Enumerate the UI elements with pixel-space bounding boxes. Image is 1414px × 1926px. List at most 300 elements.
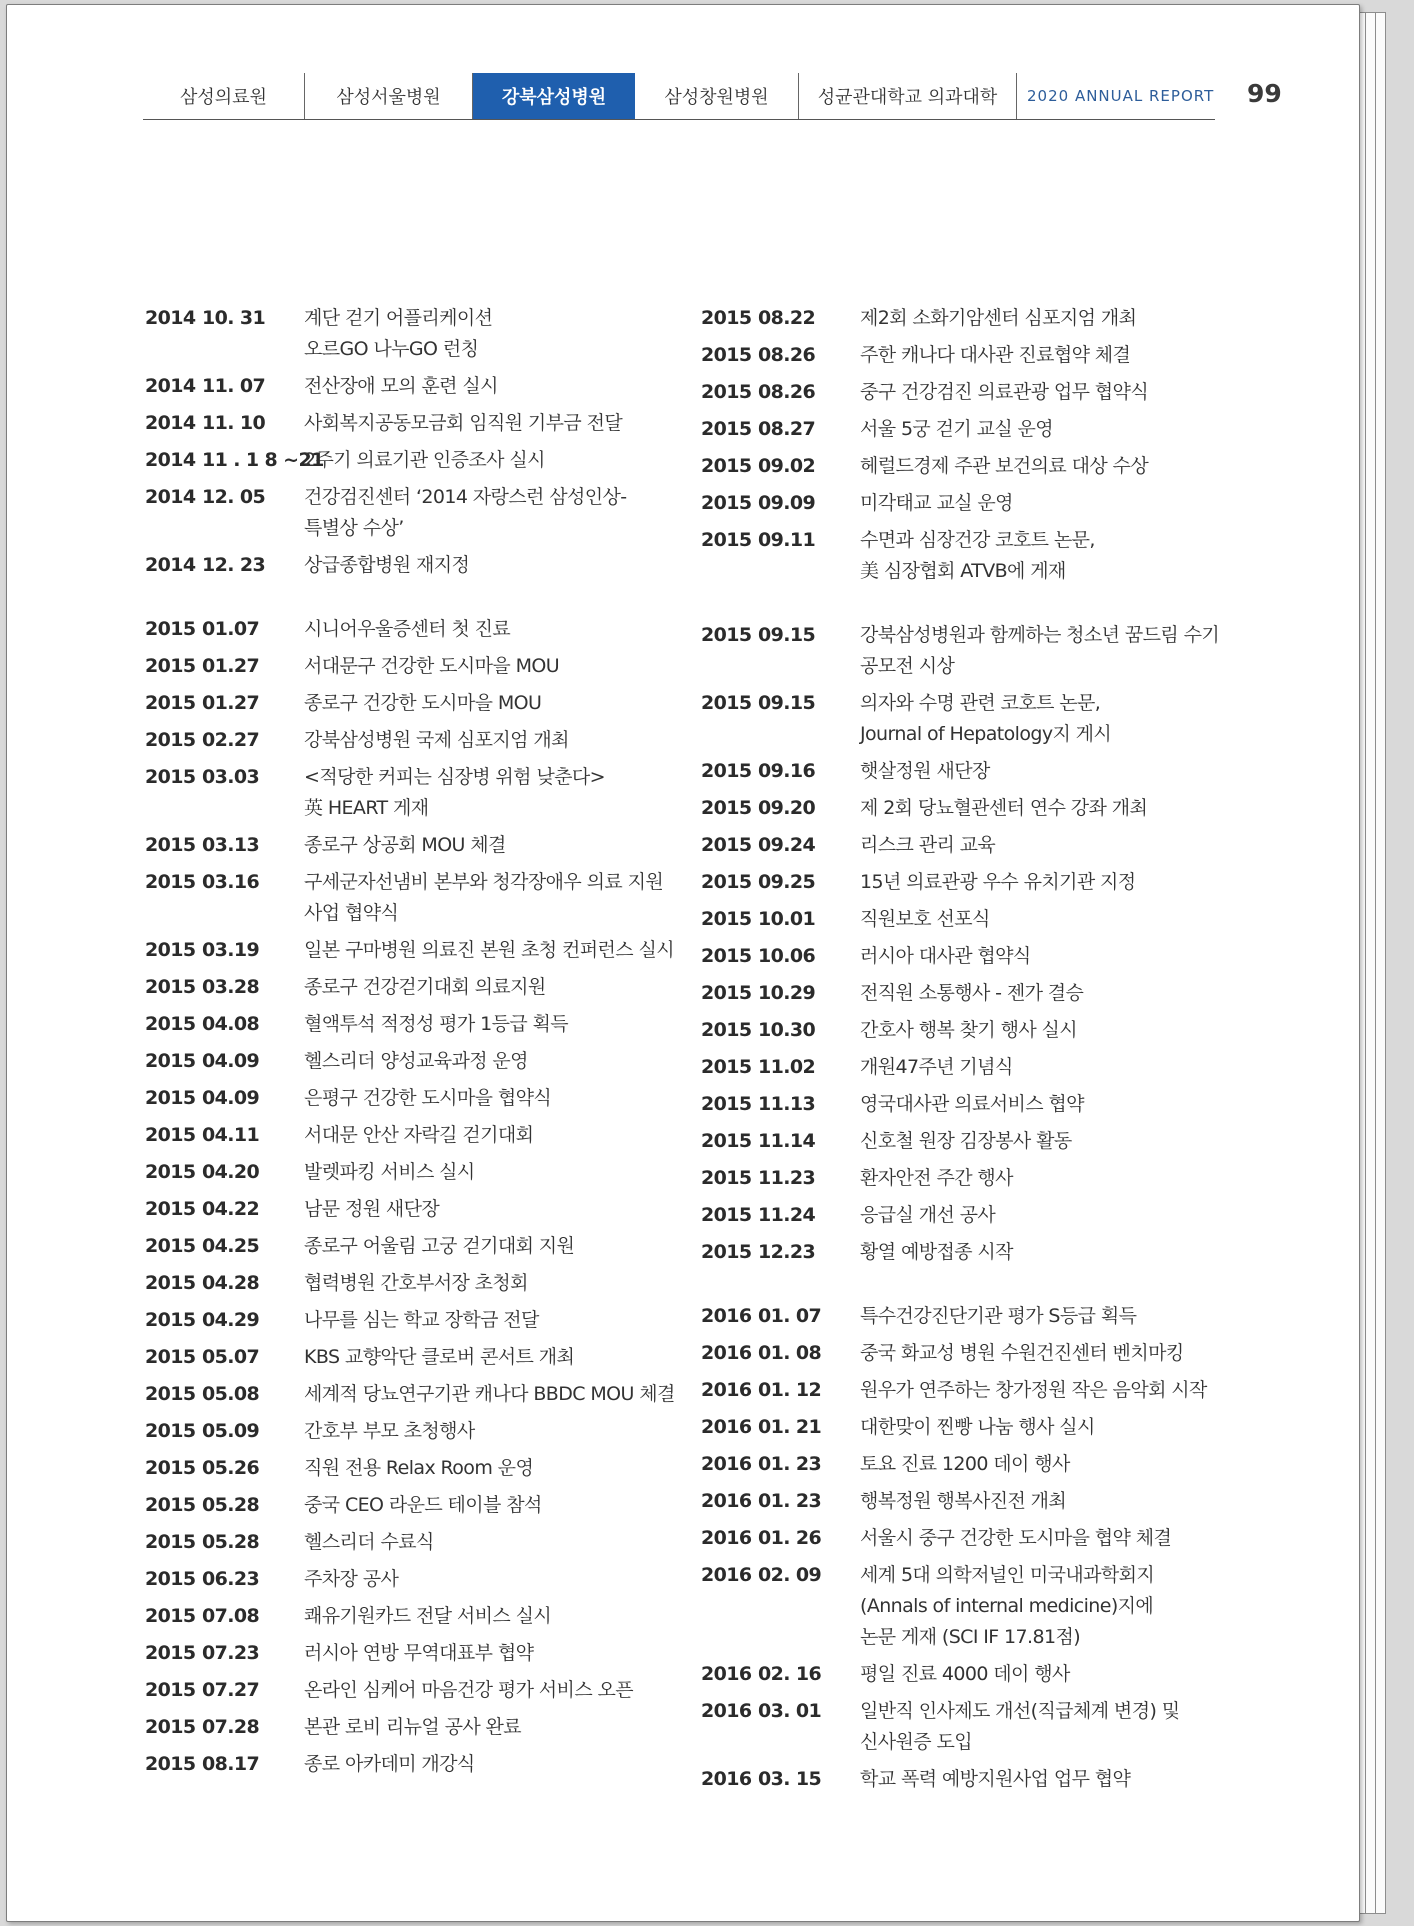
entry-date: 01.27 [202, 655, 260, 677]
entry-year: 2015 [145, 871, 196, 893]
entry-description [860, 377, 1241, 408]
entry-description-line: 신호철 원장 김장봉사 활동 [860, 1130, 1072, 1152]
timeline-entry [701, 1237, 1241, 1268]
timeline-entry [145, 1046, 685, 1077]
entry-description [860, 904, 1241, 935]
entry-year: 2015 [145, 1050, 196, 1072]
entry-year: 2015 [145, 766, 196, 788]
timeline-entry [145, 1305, 685, 1336]
timeline-entry [145, 371, 685, 402]
timeline-entry [701, 488, 1241, 519]
entry-description [860, 1449, 1241, 1480]
entry-year: 2015 [145, 1642, 196, 1664]
entry-date: 03. 01 [758, 1700, 822, 1722]
entry-description [304, 1416, 685, 1447]
entry-description [860, 688, 1241, 750]
entry-description-line: 종로구 상공회 MOU 체결 [304, 834, 506, 856]
entry-year: 2015 [701, 1241, 752, 1263]
entry-date: 01. 26 [758, 1527, 822, 1549]
entry-description-line: 사업 협약식 [304, 902, 399, 924]
entry-date: 09.25 [758, 871, 816, 893]
timeline-entry [145, 830, 685, 861]
entry-date: 08.22 [758, 307, 816, 329]
timeline-entry [145, 1083, 685, 1114]
entry-description-line: 헤럴드경제 주관 보건의료 대상 수상 [860, 455, 1149, 477]
entry-description [304, 371, 685, 402]
timeline-entry [701, 525, 1241, 587]
entry-date: 01. 23 [758, 1490, 822, 1512]
entry-description-line: 종로구 어울림 고궁 걷기대회 지원 [304, 1235, 575, 1257]
entry-date: 02.27 [202, 729, 260, 751]
entry-date: 04.25 [202, 1235, 260, 1257]
entry-date: 04.20 [202, 1161, 260, 1183]
entry-date: 03. 15 [758, 1768, 822, 1790]
entry-year: 2015 [145, 1346, 196, 1368]
entry-year: 2015 [145, 1272, 196, 1294]
entry-date: 12. 05 [202, 486, 266, 508]
entry-date: 02. 09 [758, 1564, 822, 1586]
entry-date: 05.26 [202, 1457, 260, 1479]
entry-year: 2016 [701, 1490, 752, 1512]
entry-year: 2015 [145, 1753, 196, 1775]
timeline-entry [701, 1560, 1241, 1653]
entry-description [860, 830, 1241, 861]
entry-date: 04.11 [202, 1124, 260, 1146]
entry-description-line: 공모전 시상 [860, 655, 955, 677]
entry-description-line: 러시아 대사관 협약식 [860, 945, 1031, 967]
entry-description [304, 303, 685, 365]
entry-description-line: 사회복지공동모금회 임직원 기부금 전달 [304, 412, 623, 434]
entry-description [860, 303, 1241, 334]
entry-date: 11.13 [758, 1093, 816, 1115]
entry-date: 01. 07 [758, 1305, 822, 1327]
entry-description-line: 주차장 공사 [304, 1568, 399, 1590]
entry-description-line: 쾌유기원카드 전달 서비스 실시 [304, 1605, 552, 1627]
entry-description [304, 725, 685, 756]
entry-description [860, 1089, 1241, 1120]
entry-description-line: 대한맞이 찐빵 나눔 행사 실시 [860, 1416, 1095, 1438]
entry-description [304, 1601, 685, 1632]
entry-date: 04.29 [202, 1309, 260, 1331]
entry-description [860, 1301, 1241, 1332]
entry-date: 10.29 [758, 982, 816, 1004]
entry-year: 2015 [701, 1093, 752, 1115]
entry-description-line: 본관 로비 리뉴얼 공사 완료 [304, 1716, 522, 1738]
entry-description-line: 서대문 안산 자락길 걷기대회 [304, 1124, 534, 1146]
entry-year: 2015 [701, 834, 752, 856]
entry-year: 2016 [701, 1663, 752, 1685]
timeline-entry [701, 451, 1241, 482]
entry-year: 2015 [701, 760, 752, 782]
entry-description [860, 451, 1241, 482]
entry-description [860, 620, 1241, 682]
entry-description [860, 1523, 1241, 1554]
entry-description-line: 헬스리더 양성교육과정 운영 [304, 1050, 528, 1072]
entry-description [304, 972, 685, 1003]
timeline-entry [145, 651, 685, 682]
entry-year: 2015 [701, 307, 752, 329]
entry-description-line: 개원47주년 기념식 [860, 1056, 1013, 1078]
entry-date: 09.15 [758, 624, 816, 646]
timeline-entry [145, 1564, 685, 1595]
timeline-entry [701, 941, 1241, 972]
timeline-entry [145, 762, 685, 824]
entry-description-line: 특별상 수상’ [304, 517, 404, 539]
entry-year: 2015 [145, 1309, 196, 1331]
entry-description-line: 온라인 심케어 마음건강 평가 서비스 오픈 [304, 1679, 634, 1701]
entry-year: 2015 [145, 692, 196, 714]
entry-description-line: 중국 화교성 병원 수원건진센터 벤치마킹 [860, 1342, 1184, 1364]
entry-description [304, 867, 685, 929]
entry-description-line: 헬스리더 수료식 [304, 1531, 434, 1553]
entry-year: 2016 [701, 1768, 752, 1790]
entry-description [860, 1338, 1241, 1369]
entry-description [860, 1126, 1241, 1157]
entry-description-line: Journal of Hepatology지 게시 [860, 723, 1112, 745]
timeline-entry [145, 935, 685, 966]
entry-year: 2015 [145, 1198, 196, 1220]
entry-description [304, 1379, 685, 1410]
entry-description-line: 러시아 연방 무역대표부 협약 [304, 1642, 534, 1664]
entry-description-line: 행복정원 행복사진전 개최 [860, 1490, 1067, 1512]
entry-description-line: 2주기 의료기관 인증조사 실시 [304, 449, 545, 471]
entry-date: 08.26 [758, 381, 816, 403]
entry-description [304, 1749, 685, 1780]
entry-date: 04.09 [202, 1050, 260, 1072]
entry-description-line: 강북삼성병원과 함께하는 청소년 꿈드림 수기 [860, 624, 1220, 646]
timeline-entry [701, 1301, 1241, 1332]
timeline-entry [701, 1052, 1241, 1083]
entry-description-line: 주한 캐나다 대사관 진료협약 체결 [860, 344, 1131, 366]
entry-year: 2015 [145, 1494, 196, 1516]
timeline-entry [145, 482, 685, 544]
timeline-right-column [701, 303, 1241, 1801]
entry-year: 2016 [701, 1342, 752, 1364]
entry-description [304, 1268, 685, 1299]
entry-description [304, 1009, 685, 1040]
entry-description [860, 414, 1241, 445]
tab-samsung-medical-center[interactable]: 삼성의료원 [143, 73, 305, 119]
section-nav [143, 73, 1215, 120]
timeline-entry [701, 978, 1241, 1009]
tab-samsung-changwon-hospital[interactable]: 삼성창원병원 [635, 73, 799, 119]
entry-description-line: 강북삼성병원 국제 심포지엄 개최 [304, 729, 569, 751]
entry-description [860, 1163, 1241, 1194]
entry-description [304, 1675, 685, 1706]
entry-year: 2015 [701, 1167, 752, 1189]
entry-date: 01. 12 [758, 1379, 822, 1401]
entry-year: 2015 [145, 618, 196, 640]
timeline-entry [145, 1453, 685, 1484]
entry-year: 2014 [145, 412, 196, 434]
entry-date: 10. 31 [202, 307, 266, 329]
timeline-left-column [145, 303, 685, 1786]
entry-date: 01. 21 [758, 1416, 822, 1438]
entry-date: 11.02 [758, 1056, 816, 1078]
timeline-entry [145, 1120, 685, 1151]
entry-description-line: <적당한 커피는 심장병 위험 낮춘다> [304, 766, 605, 788]
entry-date: 11 . 1 8 ~21 [202, 449, 324, 471]
entry-description-line: 직원보호 선포식 [860, 908, 990, 930]
entry-description-line: 세계 5대 의학저널인 미국내과학회지 [860, 1564, 1155, 1586]
entry-year: 2015 [145, 1013, 196, 1035]
entry-year: 2015 [145, 1383, 196, 1405]
entry-description [860, 1696, 1241, 1758]
entry-description-line: 은평구 건강한 도시마을 협약식 [304, 1087, 552, 1109]
entry-date: 08.27 [758, 418, 816, 440]
entry-date: 11. 07 [202, 375, 266, 397]
entry-description [304, 651, 685, 682]
entry-description [304, 614, 685, 645]
timeline-entry [145, 614, 685, 645]
timeline-entry [145, 1675, 685, 1706]
tab-skku-medical-school[interactable]: 성균관대학교 의과대학 [799, 73, 1017, 119]
entry-description [304, 445, 685, 476]
tab-kangbuk-samsung-hospital[interactable]: 강북삼성병원 [473, 73, 635, 119]
entry-description [304, 1712, 685, 1743]
entry-year: 2015 [701, 344, 752, 366]
entry-date: 12.23 [758, 1241, 816, 1263]
entry-description-line: 황열 예방접종 시작 [860, 1241, 1013, 1263]
entry-date: 01.27 [202, 692, 260, 714]
entry-date: 05.28 [202, 1494, 260, 1516]
timeline-entry [701, 620, 1241, 682]
entry-description-line: 제 2회 당뇨혈관센터 연수 강좌 개최 [860, 797, 1148, 819]
entry-description [304, 1638, 685, 1669]
entry-date: 07.08 [202, 1605, 260, 1627]
entry-description-line: 종로구 건강한 도시마을 MOU [304, 692, 542, 714]
entry-description [860, 1200, 1241, 1231]
entry-date: 01. 23 [758, 1453, 822, 1475]
entry-date: 01.07 [202, 618, 260, 640]
entry-year: 2015 [701, 492, 752, 514]
entry-year: 2015 [145, 1568, 196, 1590]
entry-date: 10.01 [758, 908, 816, 930]
timeline-entry [145, 1638, 685, 1669]
timeline-entry [701, 303, 1241, 334]
timeline-entry [145, 1157, 685, 1188]
entry-description [304, 1490, 685, 1521]
entry-description [304, 935, 685, 966]
timeline-entry [145, 445, 685, 476]
entry-year: 2016 [701, 1379, 752, 1401]
entry-description-line: 건강검진센터 ‘2014 자랑스런 삼성인상- [304, 486, 627, 508]
entry-description [860, 1015, 1241, 1046]
timeline-entry [145, 725, 685, 756]
entry-year: 2015 [145, 1420, 196, 1442]
timeline-entry [145, 303, 685, 365]
entry-date: 09.09 [758, 492, 816, 514]
timeline-entry [145, 408, 685, 439]
entry-date: 09.02 [758, 455, 816, 477]
entry-date: 07.28 [202, 1716, 260, 1738]
entry-description-line: 서울시 중구 건강한 도시마을 협약 체결 [860, 1527, 1172, 1549]
entry-year: 2016 [701, 1527, 752, 1549]
timeline-entry [145, 1749, 685, 1780]
entry-description [860, 340, 1241, 371]
entry-description-line: 발렛파킹 서비스 실시 [304, 1161, 475, 1183]
entry-description-line: 토요 진료 1200 데이 행사 [860, 1453, 1070, 1475]
entry-year: 2016 [701, 1700, 752, 1722]
entry-description-line: 남문 정원 새단장 [304, 1198, 440, 1220]
entry-description [304, 1231, 685, 1262]
entry-description-line: 오르GO 나누GO 런칭 [304, 338, 479, 360]
entry-date: 10.30 [758, 1019, 816, 1041]
entry-date: 12. 23 [202, 554, 266, 576]
entry-date: 05.07 [202, 1346, 260, 1368]
entry-date: 07.27 [202, 1679, 260, 1701]
timeline-entry [701, 1449, 1241, 1480]
entry-year: 2014 [145, 307, 196, 329]
timeline-entry [145, 1268, 685, 1299]
entry-year: 2015 [701, 381, 752, 403]
entry-description-line: KBS 교향악단 클로버 콘서트 개최 [304, 1346, 575, 1368]
timeline-entry [701, 1089, 1241, 1120]
entry-description [860, 1560, 1241, 1653]
entry-description-line: 제2회 소화기암센터 심포지엄 개최 [860, 307, 1137, 329]
timeline-entry [145, 867, 685, 929]
entry-description [860, 1486, 1241, 1517]
entry-date: 09.15 [758, 692, 816, 714]
entry-date: 09.16 [758, 760, 816, 782]
timeline-entry [701, 1486, 1241, 1517]
entry-year: 2015 [701, 908, 752, 930]
entry-year: 2014 [145, 449, 196, 471]
timeline-entry [701, 1200, 1241, 1231]
timeline-entry [701, 1126, 1241, 1157]
entry-year: 2015 [701, 945, 752, 967]
entry-description [304, 482, 685, 544]
entry-description [304, 1305, 685, 1336]
entry-date: 05.08 [202, 1383, 260, 1405]
entry-date: 03.28 [202, 976, 260, 998]
entry-date: 03.13 [202, 834, 260, 856]
entry-date: 08.17 [202, 1753, 260, 1775]
entry-year: 2015 [701, 692, 752, 714]
timeline-entry [701, 1015, 1241, 1046]
timeline-entry [701, 1375, 1241, 1406]
entry-year: 2015 [701, 797, 752, 819]
entry-description-line: 원우가 연주하는 창가정원 작은 음악회 시작 [860, 1379, 1207, 1401]
entry-description [304, 1342, 685, 1373]
entry-description-line: 직원 전용 Relax Room 운영 [304, 1457, 534, 1479]
timeline-entry [145, 550, 685, 581]
timeline-entry [701, 793, 1241, 824]
entry-year: 2015 [701, 1019, 752, 1041]
timeline-entry [701, 688, 1241, 750]
timeline-entry [701, 1696, 1241, 1758]
entry-description-line: 학교 폭력 예방지원사업 업무 협약 [860, 1768, 1131, 1790]
timeline-entry [701, 414, 1241, 445]
entry-description [304, 1527, 685, 1558]
entry-description [304, 1564, 685, 1595]
entry-description-line: 구세군자선냄비 본부와 청각장애우 의료 지원 [304, 871, 664, 893]
entry-description [860, 941, 1241, 972]
entry-description [860, 1052, 1241, 1083]
entry-year: 2015 [145, 834, 196, 856]
timeline-entry [701, 756, 1241, 787]
entry-date: 02. 16 [758, 1663, 822, 1685]
entry-description [860, 525, 1241, 587]
tab-samsung-seoul-hospital[interactable]: 삼성서울병원 [305, 73, 473, 119]
entry-description-line: 미각태교 교실 운영 [860, 492, 1013, 514]
entry-date: 11. 10 [202, 412, 266, 434]
entry-date: 05.28 [202, 1531, 260, 1553]
entry-year: 2016 [701, 1564, 752, 1586]
timeline-entry [701, 867, 1241, 898]
entry-date: 04.28 [202, 1272, 260, 1294]
entry-description-line: 중구 건강검진 의료관광 업무 협약식 [860, 381, 1149, 403]
entry-date: 05.09 [202, 1420, 260, 1442]
entry-date: 06.23 [202, 1568, 260, 1590]
entry-date: 10.06 [758, 945, 816, 967]
entry-year: 2015 [145, 1716, 196, 1738]
timeline-entry [145, 688, 685, 719]
entry-description-line: 응급실 개선 공사 [860, 1204, 996, 1226]
entry-description-line: 리스크 관리 교육 [860, 834, 996, 856]
entry-date: 03.19 [202, 939, 260, 961]
entry-description [860, 1237, 1241, 1268]
entry-description [860, 756, 1241, 787]
entry-description [860, 1375, 1241, 1406]
entry-description [304, 1453, 685, 1484]
timeline-entry [145, 1712, 685, 1743]
entry-year: 2015 [145, 1679, 196, 1701]
entry-description-line: 논문 게재 (SCI IF 17.81점) [860, 1626, 1081, 1648]
entry-description [860, 1659, 1241, 1690]
report-page [6, 4, 1360, 1922]
timeline-entry [145, 1490, 685, 1521]
entry-year: 2014 [145, 375, 196, 397]
entry-description-line: 일본 구마병원 의료진 본원 초청 컨퍼런스 실시 [304, 939, 674, 961]
entry-description-line: 일반직 인사제도 개선(직급체계 변경) 및 [860, 1700, 1180, 1722]
entry-description [304, 408, 685, 439]
entry-description [304, 1194, 685, 1225]
entry-description-line: 특수건강진단기관 평가 S등급 획득 [860, 1305, 1137, 1327]
entry-description-line: 의자와 수명 관련 코호트 논문, [860, 692, 1101, 714]
timeline-entry [701, 377, 1241, 408]
entry-description-line: 신사원증 도입 [860, 1731, 972, 1753]
timeline-entry [145, 1416, 685, 1447]
entry-description-line: (Annals of internal medicine)지에 [860, 1595, 1154, 1617]
timeline-entry [701, 1523, 1241, 1554]
entry-date: 04.08 [202, 1013, 260, 1035]
entry-date: 08.26 [758, 344, 816, 366]
entry-description-line: 계단 걷기 어플리케이션 [304, 307, 493, 329]
entry-description-line: 美 심장협회 ATVB에 게재 [860, 560, 1066, 582]
entry-description-line: 중국 CEO 라운드 테이블 참석 [304, 1494, 542, 1516]
entry-year: 2015 [145, 1531, 196, 1553]
timeline-entry [145, 1342, 685, 1373]
entry-year: 2015 [145, 655, 196, 677]
entry-year: 2016 [701, 1416, 752, 1438]
timeline-entry [145, 1601, 685, 1632]
entry-year: 2015 [701, 529, 752, 551]
entry-year: 2014 [145, 554, 196, 576]
entry-description-line: 나무를 심는 학교 장학금 전달 [304, 1309, 539, 1331]
entry-description-line: 간호사 행복 찾기 행사 실시 [860, 1019, 1078, 1041]
entry-date: 11.23 [758, 1167, 816, 1189]
entry-date: 04.09 [202, 1087, 260, 1109]
entry-description-line: 전직원 소통행사 - 젠가 결승 [860, 982, 1084, 1004]
entry-description [860, 1412, 1241, 1443]
entry-description [304, 762, 685, 824]
entry-date: 03.16 [202, 871, 260, 893]
entry-description-line: 종로구 건강걷기대회 의료지원 [304, 976, 546, 998]
timeline-entry [701, 1338, 1241, 1369]
timeline-entry [145, 972, 685, 1003]
entry-description [304, 1157, 685, 1188]
